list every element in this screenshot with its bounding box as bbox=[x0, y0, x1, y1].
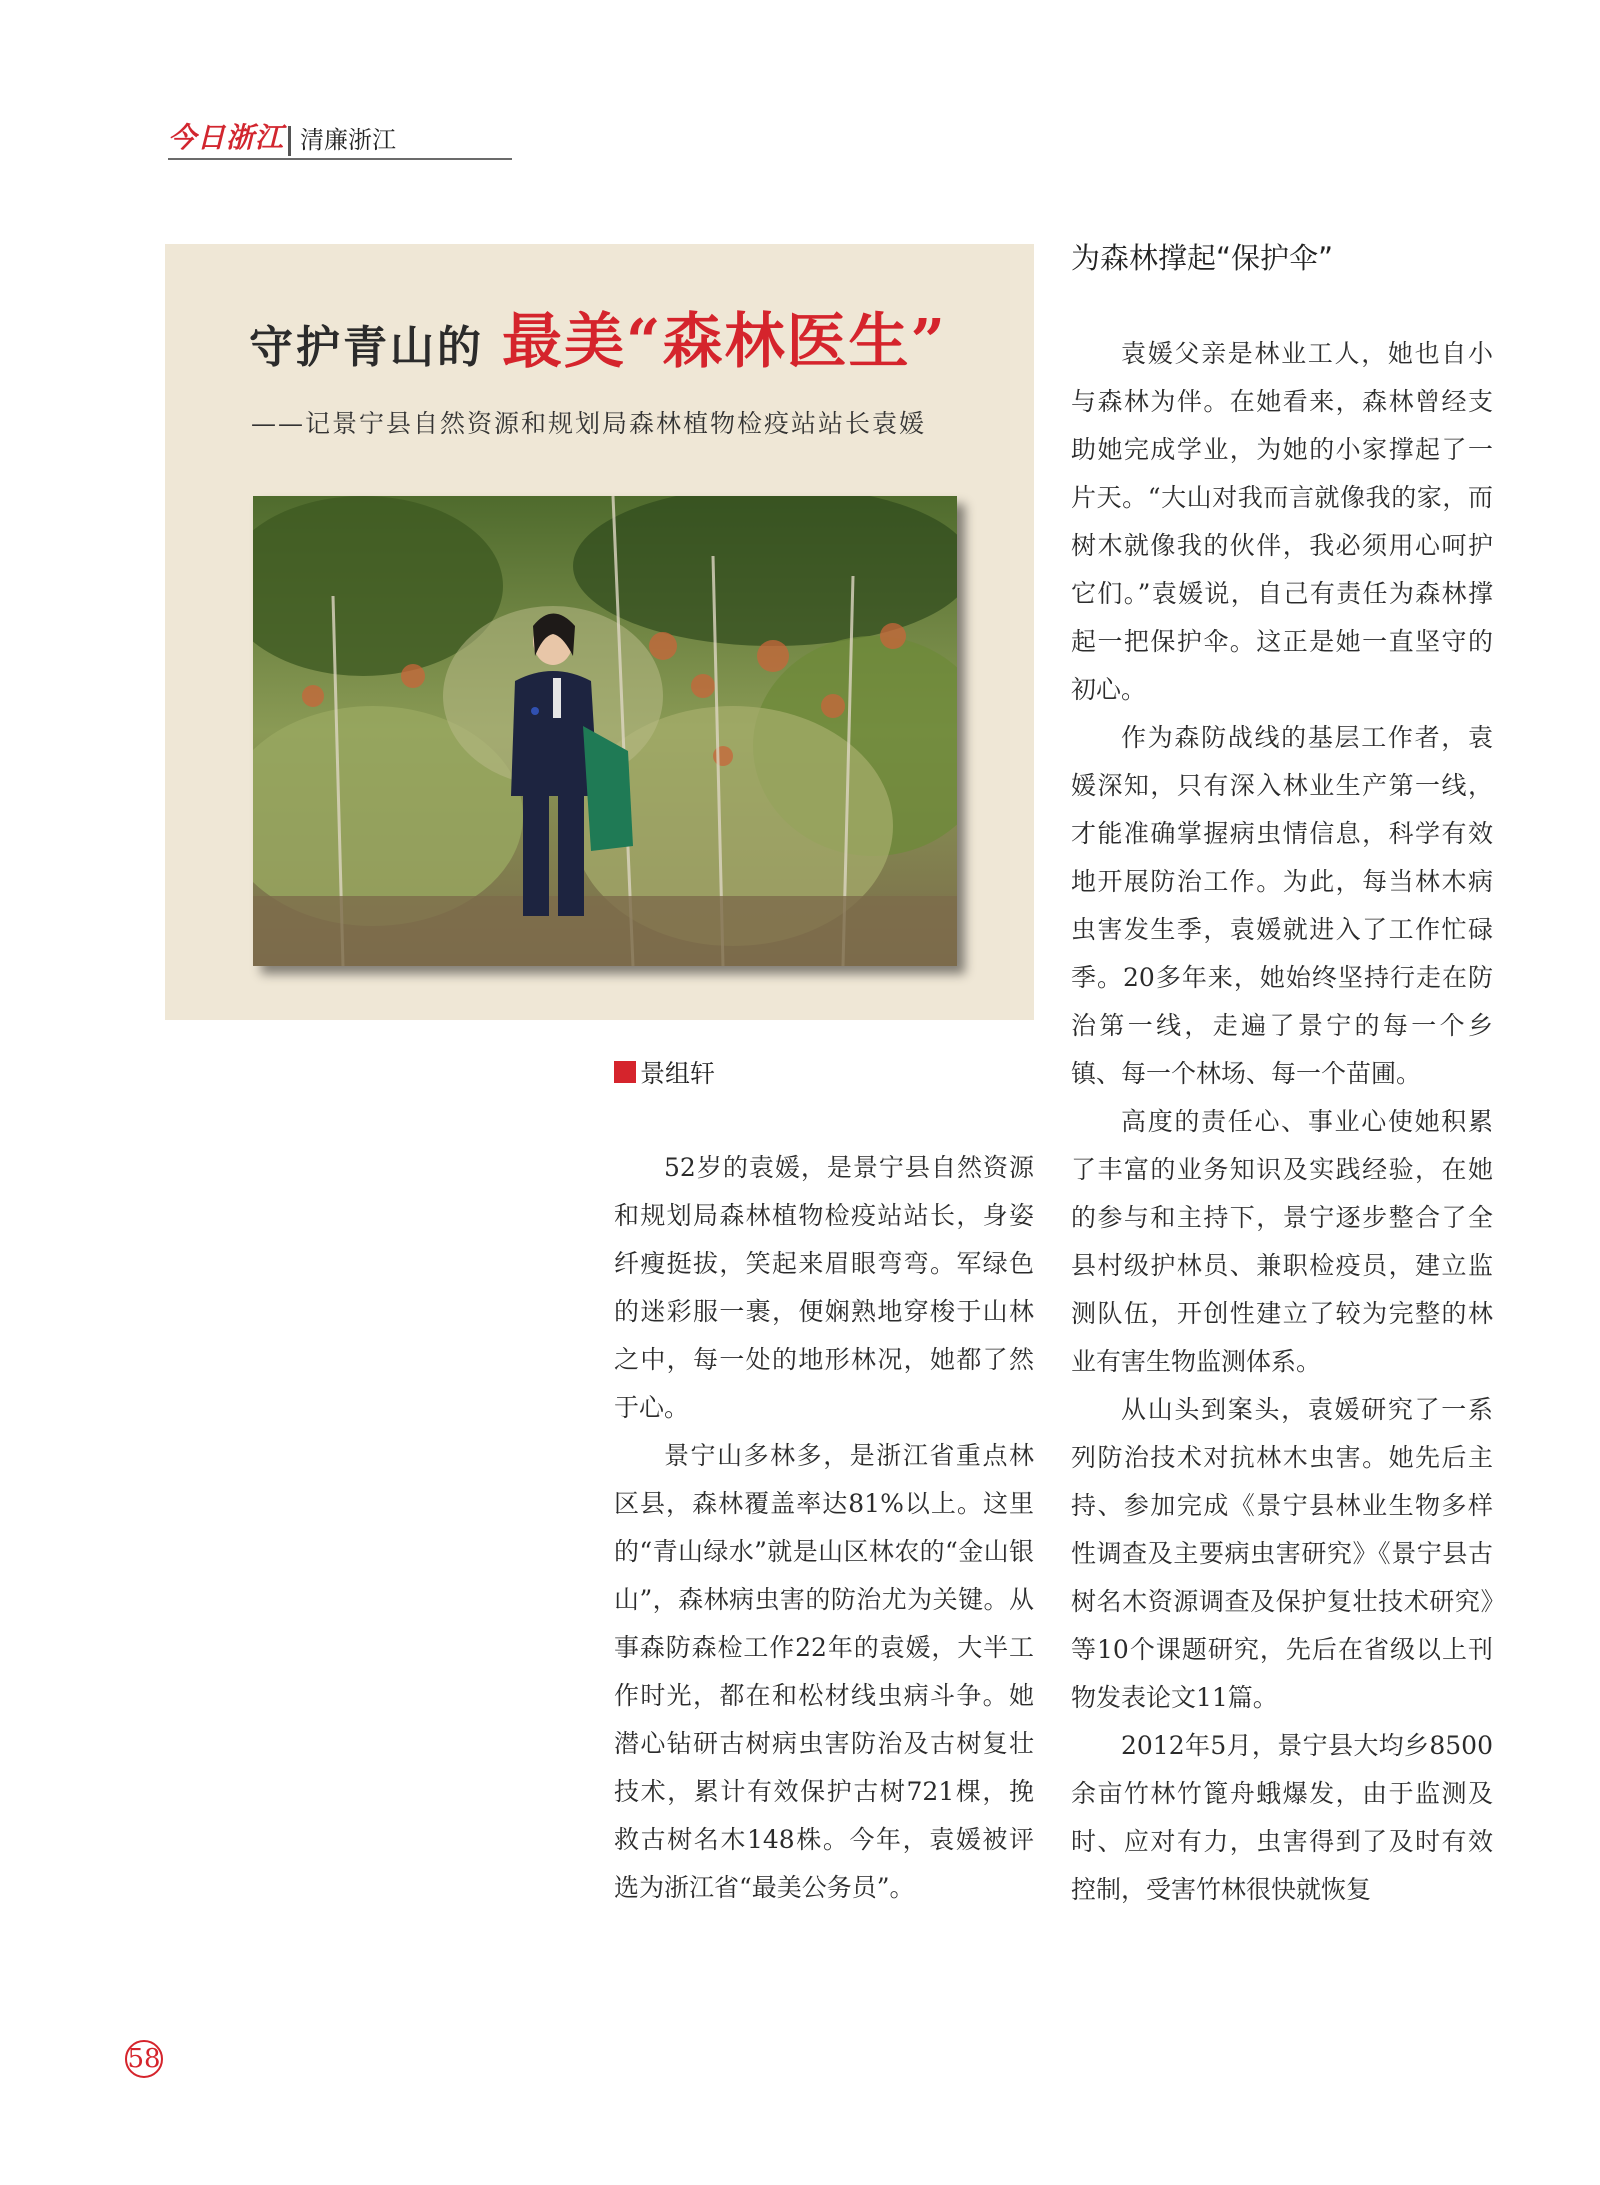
paragraph: 高度的责任心、事业心使她积累了丰富的业务知识及实践经验，在她的参与和主持下，景宁逐步整合了全县村级护林员、兼职检疫员，建立监测队伍，开创性建立了较为完整的林业有害生物监测体系。 bbox=[1071, 1107, 1493, 1376]
paragraph: 52岁的袁媛，是景宁县自然资源和规划局森林植物检疫站站长，身姿纤瘦挺拔，笑起来眉眼弯弯。军绿色的迷彩服一裹，便娴熟地穿梭于山林之中，每一处的地形林况，她都了然于心。 bbox=[614, 1153, 1034, 1422]
section-heading: 为森林撑起“保护伞” bbox=[1071, 241, 1334, 275]
paragraph: 袁媛父亲是林业工人，她也自小与森林为伴。在她看来，森林曾经支助她完成学业，为她的小家撑起了一片天。“大山对我而言就像我的家，而树木就像我的伙伴，我必须用心呵护它们。”袁媛说，自己有责任为森林撑起一把保护伞。这正是她一直坚守的初心。 bbox=[1071, 339, 1493, 704]
title-lead: 守护青山的 bbox=[249, 322, 484, 373]
page-number: 58 bbox=[125, 2040, 163, 2078]
masthead-divider bbox=[288, 126, 291, 156]
square-bullet-icon bbox=[614, 1061, 636, 1083]
paragraph: 景宁山多林多，是浙江省重点林区县，森林覆盖率达81%以上。这里的“青山绿水”就是山区林农的“金山银山”，森林病虫害的防治尤为关键。从事森防森检工作22年的袁媛，大半工作时光，都在和松材线虫病斗争。她潜心钻研古树病虫害防治及古树复壮技术，累计有效保护古树721棵，挽救古树名木148株。今年，袁媛被评选为浙江省“最美公务员”。 bbox=[614, 1441, 1034, 1902]
article-title bbox=[249, 294, 947, 380]
forest-officer-photo bbox=[253, 496, 957, 966]
body-column-left bbox=[614, 1144, 1034, 1912]
paragraph: 作为森防战线的基层工作者，袁媛深知，只有深入林业生产第一线，才能准确掌握病虫情信息，科学有效地开展防治工作。为此，每当林木病虫害发生季，袁媛就进入了工作忙碌季。20多年来，她始终坚持行走在防治第一线，走遍了景宁的每一个乡镇、每一个林场、每一个苗圃。 bbox=[1071, 723, 1493, 1088]
paragraph: 2012年5月，景宁县大均乡8500余亩竹林竹篦舟蛾爆发，由于监测及时、应对有力，虫害得到了及时有效控制，受害竹林很快就恢复 bbox=[1071, 1731, 1493, 1904]
magazine-logo: 今日浙江 bbox=[168, 121, 285, 154]
title-panel bbox=[165, 244, 1034, 1020]
article-subtitle: ——记景宁县自然资源和规划局森林植物检疫站站长袁媛 bbox=[251, 409, 927, 438]
title-highlight: 最美“森林医生” bbox=[502, 307, 948, 377]
section-label: 清廉浙江 bbox=[300, 126, 396, 154]
paragraph: 从山头到案头，袁媛研究了一系列防治技术对抗林木虫害。她先后主持、参加完成《景宁县林业生物多样性调查及主要病虫害研究》《景宁县古树名木资源调查及保护复壮技术研究》等10个课题研究，先后在省级以上刊物发表论文11篇。 bbox=[1071, 1395, 1493, 1712]
article-photo bbox=[253, 496, 957, 966]
author-name: 景组轩 bbox=[640, 1059, 716, 1088]
author-byline bbox=[614, 1054, 715, 1090]
masthead bbox=[168, 122, 512, 160]
body-column-right bbox=[1071, 330, 1493, 1914]
